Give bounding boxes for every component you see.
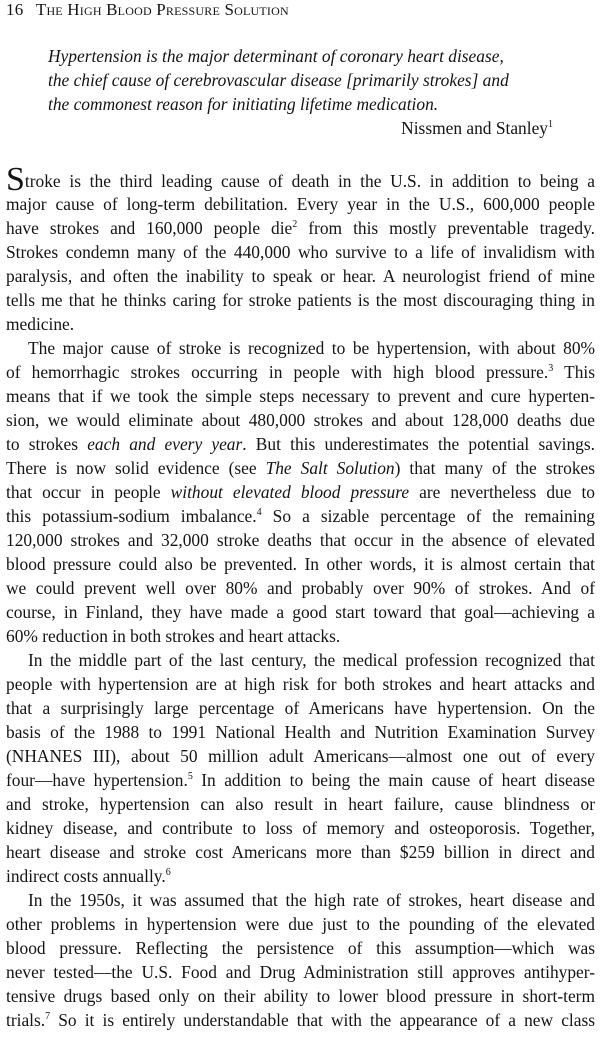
paragraph-1 (6, 161, 595, 336)
text-line: people with hypertension are at high risk for both strokes and heart attacks and (6, 674, 595, 694)
text-line: indirect costs annually.$^6$ (6, 866, 171, 886)
text-line: that a surprisingly large percentage of Americans have hypertension. On the (6, 698, 595, 718)
footnote-ref: 5 (187, 771, 193, 782)
text-line: have strokes and 160,000 people die$^2$ from this mostly preventable tragedy. (6, 218, 595, 238)
drop-cap: S (6, 161, 25, 198)
text-line: means that if we took the simple steps necessary to prevent and cure hyperten- (6, 386, 595, 406)
text-line: course, in Finland, they have made a good start toward that goal—achieving a (6, 602, 595, 622)
text-line: blood pressure. Reflecting the persistence of this assumption—which was (6, 938, 595, 958)
text-line: to strokes each and every year. But this underestimates the potential savings. (6, 434, 595, 454)
text-line: In the 1950s, it was assumed that the high rate of strokes, heart disease and (28, 890, 595, 910)
text-line: we could prevent well over 80% and probably over 90% of strokes. And of (6, 578, 595, 598)
footnote-ref: 6 (165, 867, 171, 878)
text-line: sion, we would eliminate about 480,000 strokes and about 128,000 deaths due (6, 410, 595, 430)
text-line: paralysis, and often the inability to speak or hear. A neurologist friend of mine (6, 266, 595, 286)
text-line: medicine. (6, 314, 75, 334)
footnote-ref: 3 (548, 363, 554, 374)
text-line: tensive drugs based only on their ability to lower blood pressure in short-term (6, 986, 595, 1006)
text-line: 120,000 strokes and 32,000 stroke deaths that occur in the absence of elevated (6, 530, 595, 550)
epigraph-line: the commonest reason for initiating lifetime medication. (48, 94, 439, 114)
paragraph-4 (6, 888, 595, 1032)
text-line: 60% reduction in both strokes and heart attacks. (6, 626, 341, 646)
paragraph-2 (6, 336, 595, 648)
epigraph-attribution (401, 116, 553, 140)
text-line: and stroke, hypertension can also result in heart failure, cause blindness or (6, 794, 595, 814)
text-line: There is now solid evidence (see The Salt Solution) that many of the strokes (6, 458, 595, 478)
text-line: blood pressure could also be prevented. In other words, it is almost certain that (6, 554, 595, 574)
epigraph-line: the chief cause of cerebrovascular disease [primarily strokes] and (48, 70, 509, 90)
text-line: four—have hypertension.$^5$ In addition to being the main cause of heart disease (6, 770, 595, 790)
paragraph-3 (6, 648, 595, 888)
text-line: heart disease and stroke cost Americans more than $259 billion in direct and (6, 842, 595, 862)
footnote-ref: 4 (256, 507, 262, 518)
attribution-text: Nissmen and Stanley (401, 118, 548, 138)
text-line: The major cause of stroke is recognized to be hypertension, with about 80% (28, 338, 595, 358)
text-line: this potassium-sodium imbalance.$^4$ So a sizable percentage of the remaining (6, 506, 595, 526)
text-line: Strokes condemn many of the 440,000 who survive to a life of invalidism with (6, 242, 595, 262)
text-line: (NHANES III), about 50 million adult Americans—almost one out of every (6, 746, 595, 766)
emphasis: each and every year (87, 434, 243, 454)
emphasis: without elevated blood pressure (170, 482, 410, 502)
text-line: In the middle part of the last century, the medical profession recognized that (28, 650, 595, 670)
page-number: 16 (6, 0, 24, 19)
text-line: never tested—the U.S. Food and Drug Administration still approves antihyper- (6, 962, 595, 982)
text-line: basis of the 1988 to 1991 National Health and Nutrition Examination Survey (6, 722, 595, 742)
footnote-ref: 2 (292, 219, 298, 230)
text-line: Stroke is the third leading cause of death in the U.S. in addition to being a (6, 161, 595, 198)
text-line: kidney disease, and contribute to loss of memory and osteoporosis. Together, (6, 818, 595, 838)
text-line: that occur in people without elevated blood pressure are nevertheless due to (6, 482, 595, 502)
running-head (6, 0, 289, 20)
epigraph (48, 44, 553, 116)
text-line: of hemorrhagic strokes occurring in people with high blood pressure.$^3$ This (6, 362, 595, 382)
body-text (6, 160, 595, 1032)
footnote-ref: 7 (45, 1011, 51, 1022)
book-title: The High Blood Pressure Solution (35, 0, 289, 19)
epigraph-line: Hypertension is the major determinant of coronary heart disease, (48, 46, 504, 66)
text-line: major cause of long-term debilitation. Every year in the U.S., 600,000 people (6, 194, 595, 214)
text-line: tells me that he thinks caring for stroke patients is the most discouraging thing in (6, 290, 595, 310)
footnote-ref: 1 (548, 119, 553, 130)
text-line: other problems in hypertension were due just to the pounding of the elevated (6, 914, 595, 934)
text-line: trials.$^7$ So it is entirely understandable that with the appearance of a new class (6, 1010, 595, 1030)
book-reference: The Salt Solution (265, 458, 395, 478)
